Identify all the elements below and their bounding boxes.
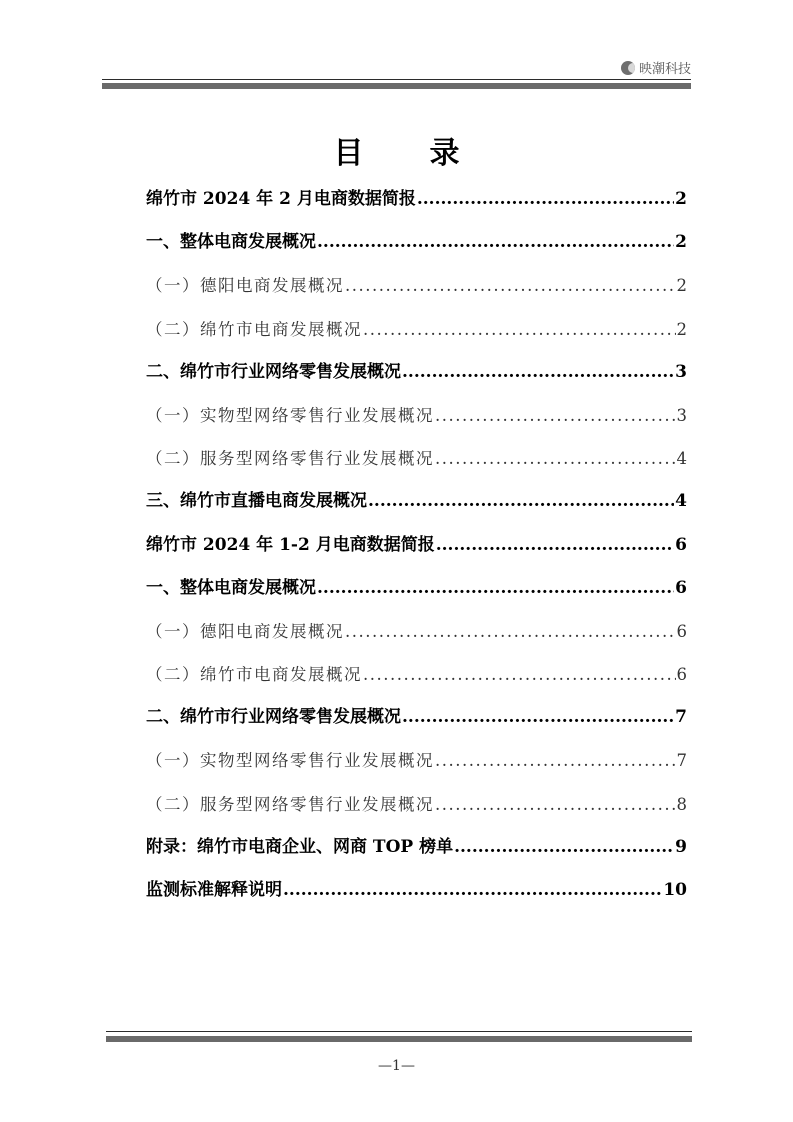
toc-entry-page-number: 3 (676, 405, 687, 425)
header-rule-thin (102, 79, 691, 80)
toc-entry-label: 三、绵竹市直播电商发展概况 (146, 491, 367, 512)
toc-leader-dots (435, 394, 676, 437)
toc-leader-dots (435, 739, 676, 782)
toc-entry-label: （一）实物型网络零售行业发展概况 (146, 405, 434, 425)
toc-entry-page-number: 6 (675, 534, 687, 555)
toc-entry-page-number: 9 (675, 836, 687, 857)
page-number: —1— (378, 1058, 415, 1074)
toc-entry-page-number: 2 (675, 189, 687, 209)
toc-entry-page-number: 7 (675, 707, 687, 728)
footer-rule-thick (106, 1036, 692, 1042)
toc-entry-page-number: 8 (676, 794, 687, 814)
toc-leader-dots (345, 264, 676, 307)
toc-leader-dots (435, 437, 676, 480)
toc-entry[interactable] (146, 480, 687, 523)
toc-entry-label: （二）绵竹市电商发展概况 (146, 665, 362, 685)
toc-leader-dots (317, 567, 674, 610)
toc-leader-dots (435, 783, 676, 826)
toc-entry[interactable] (146, 826, 687, 869)
toc-entry[interactable] (146, 869, 687, 912)
toc-entry-label: 监测标准解释说明 (146, 880, 282, 900)
toc-leader-dots (317, 221, 674, 264)
toc-entry-page-number: 6 (675, 577, 687, 598)
header-rule-thick (102, 83, 691, 89)
toc-entry-page-number: 10 (663, 880, 687, 900)
toc-entry-label: 附录：绵竹市电商企业、网商 TOP 榜单 (146, 836, 454, 857)
toc-entry-page-number: 2 (675, 232, 687, 253)
toc-entry-page-number: 4 (675, 491, 687, 512)
toc-entry[interactable] (146, 221, 687, 264)
toc-entry-label: （二）服务型网络零售行业发展概况 (146, 449, 434, 469)
toc-entry-label: （二）服务型网络零售行业发展概况 (146, 794, 434, 814)
toc-leader-dots (436, 524, 674, 567)
toc-leader-dots (402, 696, 674, 739)
toc-entry[interactable] (146, 264, 687, 307)
brand-name: 映潮科技 (638, 62, 691, 77)
toc-entry-label: 二、绵竹市行业网络零售发展概况 (146, 361, 401, 382)
toc-entry[interactable] (146, 524, 687, 567)
toc-entry-page-number: 2 (676, 319, 687, 339)
toc-entry-label: （一）德阳电商发展概况 (146, 621, 344, 641)
toc-entry-label: 绵竹市 2024 年 1-2 月电商数据简报 (146, 534, 435, 555)
toc-title: 目录 (333, 136, 526, 171)
toc-entry-label: （一）德阳电商发展概况 (146, 276, 344, 296)
toc-entry[interactable] (146, 783, 687, 826)
toc-entry[interactable] (146, 610, 687, 653)
toc-leader-dots (417, 178, 674, 221)
toc-entry-label: 绵竹市 2024 年 2 月电商数据简报 (146, 189, 416, 209)
brand-logo (621, 58, 691, 77)
toc-entry-label: （一）实物型网络零售行业发展概况 (146, 751, 434, 771)
toc-entry-page-number: 6 (676, 621, 687, 641)
toc-leader-dots (283, 869, 662, 912)
toc-entry-page-number: 6 (676, 665, 687, 685)
toc-entry[interactable] (146, 351, 687, 394)
toc-entry[interactable] (146, 394, 687, 437)
toc-entry-page-number: 2 (676, 276, 687, 296)
toc-entry-label: （二）绵竹市电商发展概况 (146, 319, 362, 339)
company-logo-icon (621, 61, 635, 75)
toc-leader-dots (363, 308, 676, 351)
toc-leader-dots (454, 826, 674, 869)
table-of-contents (146, 178, 687, 912)
toc-entry-label: 一、整体电商发展概况 (146, 232, 316, 253)
toc-entry[interactable] (146, 178, 687, 221)
toc-entry[interactable] (146, 739, 687, 782)
toc-leader-dots (363, 653, 676, 696)
toc-entry[interactable] (146, 308, 687, 351)
toc-leader-dots (368, 480, 674, 523)
toc-leader-dots (402, 351, 674, 394)
toc-leader-dots (345, 610, 676, 653)
toc-entry[interactable] (146, 696, 687, 739)
toc-entry-page-number: 7 (676, 751, 687, 771)
toc-entry[interactable] (146, 437, 687, 480)
toc-entry-label: 一、整体电商发展概况 (146, 577, 316, 598)
footer-rule-thin (106, 1031, 692, 1032)
toc-entry[interactable] (146, 653, 687, 696)
toc-entry-page-number: 4 (676, 449, 687, 469)
toc-entry-label: 二、绵竹市行业网络零售发展概况 (146, 707, 401, 728)
toc-entry[interactable] (146, 567, 687, 610)
toc-entry-page-number: 3 (675, 361, 687, 382)
